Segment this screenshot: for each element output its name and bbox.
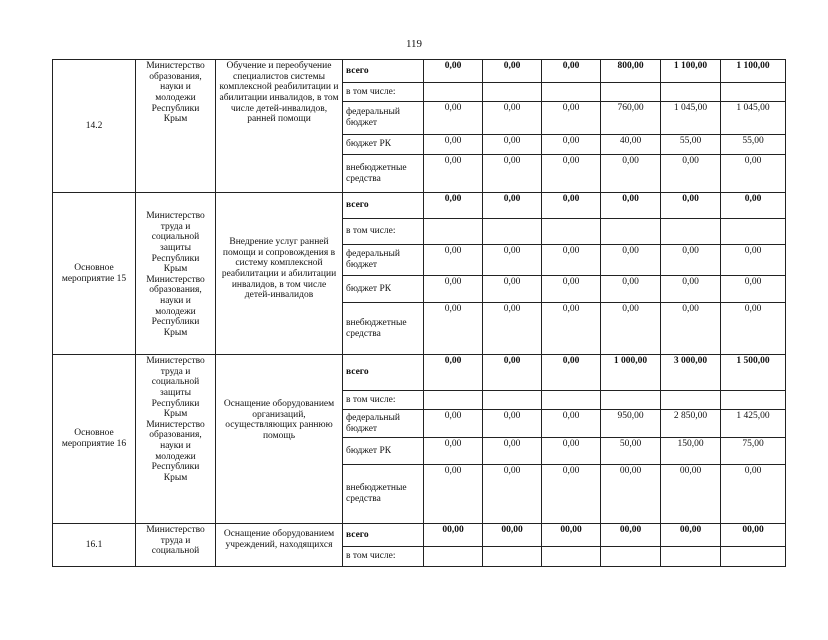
activity-code: Основное мероприятие 15 (53, 193, 136, 355)
amount-cell: 0,00 (661, 193, 721, 219)
amount-cell (542, 547, 601, 567)
budget-table (52, 59, 786, 567)
amount-cell: 0,00 (721, 465, 786, 524)
amount-cell: 0,00 (483, 155, 542, 193)
amount-cell (424, 391, 483, 410)
amount-cell: 55,00 (721, 135, 786, 155)
responsible-executor: Министерство труда и социальной защиты Республики Крым Министерство образования, науки и молодежи Республики Крым (136, 193, 216, 355)
amount-cell: 00,00 (542, 524, 601, 547)
amount-cell: 0,00 (601, 276, 661, 303)
amount-cell: 0,00 (542, 245, 601, 276)
amount-cell: 0,00 (661, 276, 721, 303)
amount-cell: 0,00 (542, 60, 601, 83)
amount-cell: 00,00 (721, 524, 786, 547)
amount-cell: 0,00 (542, 155, 601, 193)
amount-cell (721, 391, 786, 410)
amount-cell: 950,00 (601, 410, 661, 438)
amount-cell: 0,00 (721, 193, 786, 219)
amount-cell: 0,00 (721, 276, 786, 303)
amount-cell: 0,00 (542, 135, 601, 155)
amount-cell: 150,00 (661, 438, 721, 465)
amount-cell: 0,00 (424, 355, 483, 391)
group-row (53, 193, 786, 219)
responsible-executor: Министерство труда и социальной защиты Республики Крым Министерство образования, науки и молодежи Республики Крым (136, 355, 216, 524)
amount-cell: 0,00 (542, 465, 601, 524)
amount-cell: 0,00 (661, 155, 721, 193)
amount-cell: 0,00 (483, 60, 542, 83)
amount-cell: 0,00 (542, 102, 601, 135)
amount-cell: 0,00 (483, 303, 542, 355)
amount-cell: 00,00 (601, 524, 661, 547)
amount-cell: 0,00 (661, 303, 721, 355)
amount-cell: 0,00 (424, 438, 483, 465)
amount-cell: 00,00 (424, 524, 483, 547)
amount-cell: 0,00 (424, 102, 483, 135)
page-number: 119 (405, 38, 423, 50)
amount-cell (483, 83, 542, 102)
amount-cell: 0,00 (483, 465, 542, 524)
amount-cell: 1 045,00 (661, 102, 721, 135)
activity-code: Основное мероприятие 16 (53, 355, 136, 524)
funding-source: федеральный бюджет (343, 102, 424, 135)
amount-cell: 0,00 (483, 438, 542, 465)
amount-cell (424, 219, 483, 245)
amount-cell: 1 100,00 (661, 60, 721, 83)
amount-cell (542, 83, 601, 102)
amount-cell: 1 100,00 (721, 60, 786, 83)
funding-source: всего (343, 524, 424, 547)
amount-cell (542, 391, 601, 410)
amount-cell: 0,00 (661, 245, 721, 276)
amount-cell: 0,00 (424, 465, 483, 524)
group-row (53, 355, 786, 391)
amount-cell (601, 219, 661, 245)
amount-cell: 1 045,00 (721, 102, 786, 135)
funding-source: бюджет РК (343, 276, 424, 303)
funding-source: федеральный бюджет (343, 410, 424, 438)
amount-cell: 0,00 (542, 355, 601, 391)
amount-cell (483, 391, 542, 410)
amount-cell (661, 83, 721, 102)
amount-cell: 2 850,00 (661, 410, 721, 438)
amount-cell (424, 547, 483, 567)
funding-source: в том числе: (343, 83, 424, 102)
amount-cell: 00,00 (483, 524, 542, 547)
amount-cell: 40,00 (601, 135, 661, 155)
funding-source: бюджет РК (343, 135, 424, 155)
budget-table-body (53, 60, 786, 567)
funding-source: всего (343, 193, 424, 219)
funding-source: внебюджетные средства (343, 303, 424, 355)
amount-cell: 00,00 (601, 465, 661, 524)
amount-cell: 0,00 (424, 410, 483, 438)
amount-cell (601, 83, 661, 102)
amount-cell: 0,00 (601, 193, 661, 219)
amount-cell: 0,00 (721, 245, 786, 276)
amount-cell: 0,00 (721, 155, 786, 193)
amount-cell: 0,00 (483, 102, 542, 135)
amount-cell: 0,00 (601, 303, 661, 355)
amount-cell: 1 500,00 (721, 355, 786, 391)
amount-cell: 0,00 (424, 60, 483, 83)
amount-cell (483, 219, 542, 245)
amount-cell: 0,00 (424, 193, 483, 219)
amount-cell (661, 391, 721, 410)
amount-cell: 0,00 (601, 155, 661, 193)
funding-source: в том числе: (343, 391, 424, 410)
amount-cell (601, 547, 661, 567)
amount-cell: 0,00 (424, 155, 483, 193)
amount-cell: 75,00 (721, 438, 786, 465)
amount-cell: 0,00 (542, 438, 601, 465)
amount-cell: 0,00 (424, 276, 483, 303)
amount-cell: 800,00 (601, 60, 661, 83)
amount-cell: 760,00 (601, 102, 661, 135)
funding-source: в том числе: (343, 547, 424, 567)
activity-code: 14.2 (53, 60, 136, 193)
amount-cell: 0,00 (483, 245, 542, 276)
amount-cell: 0,00 (424, 245, 483, 276)
amount-cell (483, 547, 542, 567)
amount-cell: 50,00 (601, 438, 661, 465)
amount-cell (542, 219, 601, 245)
amount-cell: 0,00 (542, 303, 601, 355)
amount-cell (721, 219, 786, 245)
amount-cell: 0,00 (601, 245, 661, 276)
funding-source: внебюджетные средства (343, 155, 424, 193)
activity-description: Оснащение оборудованием учреждений, находящихся (216, 524, 343, 567)
amount-cell: 1 000,00 (601, 355, 661, 391)
amount-cell: 0,00 (542, 193, 601, 219)
amount-cell (601, 391, 661, 410)
amount-cell: 0,00 (483, 410, 542, 438)
amount-cell (424, 83, 483, 102)
amount-cell (661, 219, 721, 245)
funding-source: внебюджетные средства (343, 465, 424, 524)
amount-cell: 3 000,00 (661, 355, 721, 391)
activity-description: Внедрение услуг ранней помощи и сопровождения в систему комплексной реабилитации и абилитации инвалидов, в том числе детей-инвалидов (216, 193, 343, 355)
responsible-executor: Министерство образования, науки и молодежи Республики Крым (136, 60, 216, 193)
funding-source: федеральный бюджет (343, 245, 424, 276)
group-row (53, 60, 786, 83)
amount-cell: 0,00 (424, 135, 483, 155)
amount-cell (661, 547, 721, 567)
amount-cell: 0,00 (721, 303, 786, 355)
funding-source: в том числе: (343, 219, 424, 245)
responsible-executor: Министерство труда и социальной (136, 524, 216, 567)
amount-cell: 0,00 (483, 193, 542, 219)
funding-source: всего (343, 355, 424, 391)
activity-code: 16.1 (53, 524, 136, 567)
activity-description: Обучение и переобучение специалистов системы комплексной реабилитации и абилитации инвалидов, в том числе детей-инвалидов, ранней помощи (216, 60, 343, 193)
amount-cell: 1 425,00 (721, 410, 786, 438)
amount-cell (721, 83, 786, 102)
amount-cell: 00,00 (661, 465, 721, 524)
activity-description: Оснащение оборудованием организаций, осуществляющих раннюю помощь (216, 355, 343, 524)
funding-source: всего (343, 60, 424, 83)
amount-cell: 0,00 (542, 276, 601, 303)
amount-cell: 0,00 (483, 355, 542, 391)
amount-cell: 0,00 (483, 135, 542, 155)
amount-cell: 0,00 (424, 303, 483, 355)
group-row (53, 524, 786, 547)
amount-cell: 55,00 (661, 135, 721, 155)
amount-cell (721, 547, 786, 567)
amount-cell: 0,00 (542, 410, 601, 438)
funding-source: бюджет РК (343, 438, 424, 465)
amount-cell: 00,00 (661, 524, 721, 547)
amount-cell: 0,00 (483, 276, 542, 303)
